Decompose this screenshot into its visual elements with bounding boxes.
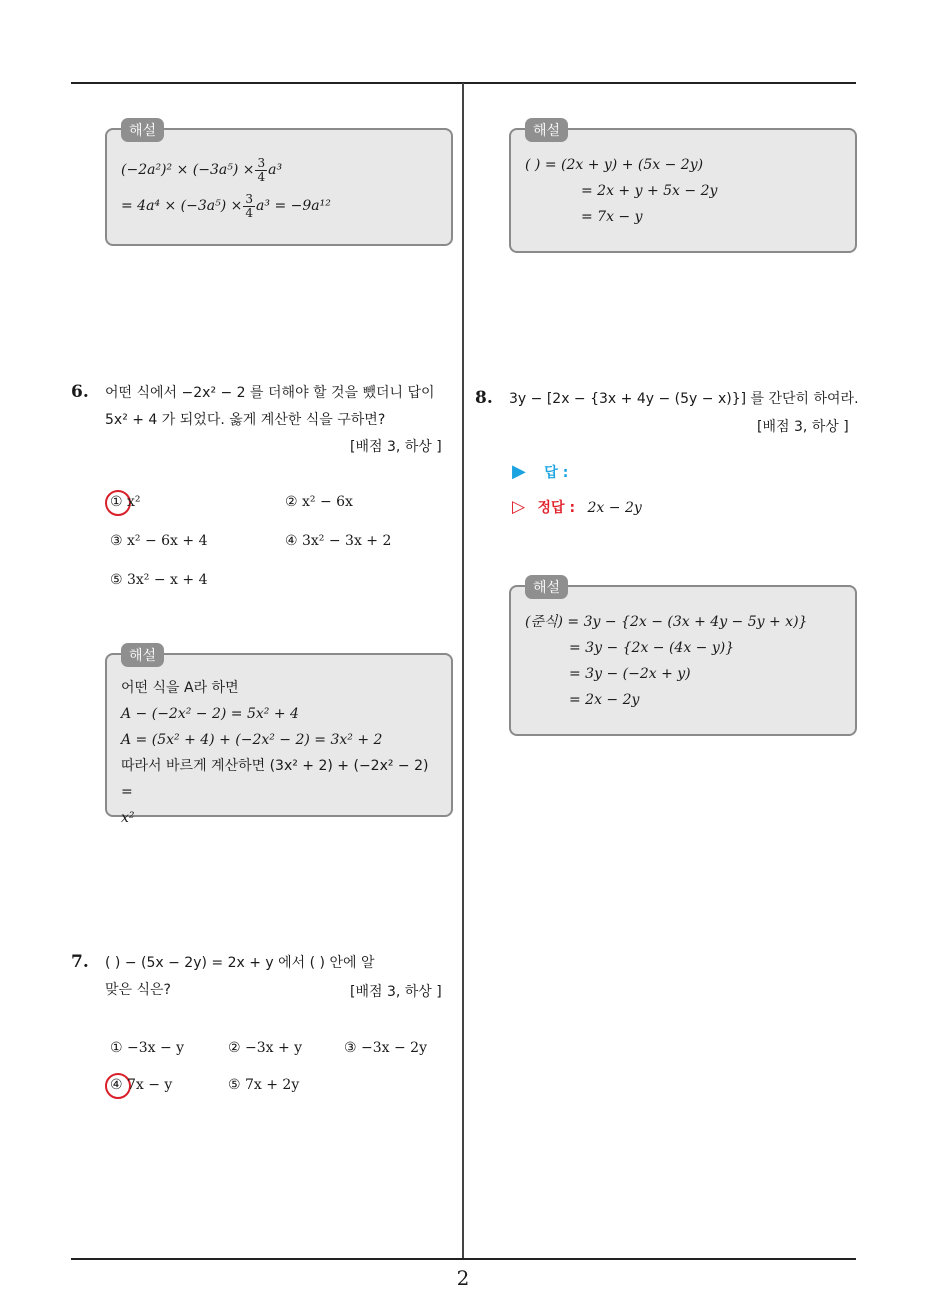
fraction: $\frac{3}{4}$ — [245, 191, 254, 220]
answer-label: 답 : — [544, 465, 569, 481]
bottom-rule — [71, 1258, 856, 1260]
column-divider — [462, 83, 464, 1260]
q7-choice-3[interactable]: ③ −3x − 2y — [344, 1040, 427, 1056]
solution-box-5 — [105, 123, 453, 246]
question-7-text: ( ) − (5x − 2y) = 2x + y 에서 ( ) 안에 알 맞은 식은? — [105, 955, 375, 998]
question-6-number: 6. — [71, 382, 89, 402]
sol6-line5: x² — [121, 810, 135, 826]
question-7-score: [배점 3, 하상 ] — [350, 984, 442, 1000]
play-outline-icon: ▷ — [512, 497, 526, 517]
question-8-score: [배점 3, 하상 ] — [757, 419, 849, 435]
sol5-line1: (−2a²)² × (−3a⁵) × $\frac{3}{4}$ a³ — [121, 155, 283, 184]
sol8-line4: = 2x − 2y — [569, 692, 640, 708]
q6-choice-3[interactable]: ③ x² − 6x + 4 — [110, 533, 208, 549]
sol8-line3: = 3y − (−2x + y) — [569, 666, 691, 682]
answer-row — [512, 461, 568, 482]
sol5-line2: = 4a⁴ × (−3a⁵) × $\frac{3}{4}$ a³ = −9a¹² — [121, 191, 331, 220]
correct-answer-row — [512, 497, 642, 517]
correct-answer-label: 정답 : — [537, 500, 576, 516]
solution-label: 해설 — [121, 118, 164, 142]
q6-choice-5[interactable]: ⑤ 3x² − x + 4 — [110, 572, 208, 588]
fraction: $\frac{3}{4}$ — [257, 155, 266, 184]
q7-choice-1[interactable]: ① −3x − y — [110, 1040, 185, 1056]
solution-box-7 — [509, 123, 857, 253]
solution-label: 해설 — [525, 575, 568, 599]
question-8-number: 8. — [475, 388, 493, 408]
play-icon: ▶ — [512, 461, 526, 482]
q7-choice-4[interactable]: ④ 7x − y — [110, 1077, 173, 1093]
sol8-line2: = 3y − {2x − (4x − y)} — [569, 640, 735, 656]
sol7-line1: ( ) = (2x + y) + (5x − 2y) — [525, 157, 704, 173]
q7-choice-2[interactable]: ② −3x + y — [228, 1040, 303, 1056]
sol6-line3: A = (5x² + 4) + (−2x² − 2) = 3x² + 2 — [121, 732, 383, 748]
sol6-line2: A − (−2x² − 2) = 5x² + 4 — [121, 706, 299, 722]
sol6-line1: 어떤 식을 A라 하면 — [121, 680, 239, 696]
page-number: 2 — [456, 1266, 470, 1290]
question-6-text: 어떤 식에서 −2x² − 2 를 더해야 할 것을 뺐더니 답이 5x² + 4 가 되었다. 옳게 계산한 식을 구하면? — [105, 385, 435, 428]
solution-label: 해설 — [525, 118, 568, 142]
q6-choice-2[interactable]: ② x² − 6x — [285, 494, 353, 510]
question-6-score: [배점 3, 하상 ] — [350, 439, 442, 455]
q6-choice-1[interactable]: ① x² — [110, 494, 141, 510]
question-7-number: 7. — [71, 952, 89, 972]
solution-box-6 — [105, 648, 453, 826]
sol7-line3: = 7x − y — [581, 209, 643, 225]
question-8-text: 3y − [2x − {3x + 4y − (5y − x)}] 를 간단히 하여라. — [509, 391, 859, 407]
solution-box-8 — [509, 580, 857, 736]
sol6-line4: 따라서 바르게 계산하면 (3x² + 2) + (−2x² − 2) = — [121, 758, 429, 800]
sol8-line1: (준식) = 3y − {2x − (3x + 4y − 5y + x)} — [525, 614, 808, 630]
q7-choice-5[interactable]: ⑤ 7x + 2y — [228, 1077, 300, 1093]
correct-answer-value: 2x − 2y — [587, 500, 642, 516]
sol7-line2: = 2x + y + 5x − 2y — [581, 183, 718, 199]
solution-label: 해설 — [121, 643, 164, 667]
q6-choice-4[interactable]: ④ 3x² − 3x + 2 — [285, 533, 392, 549]
